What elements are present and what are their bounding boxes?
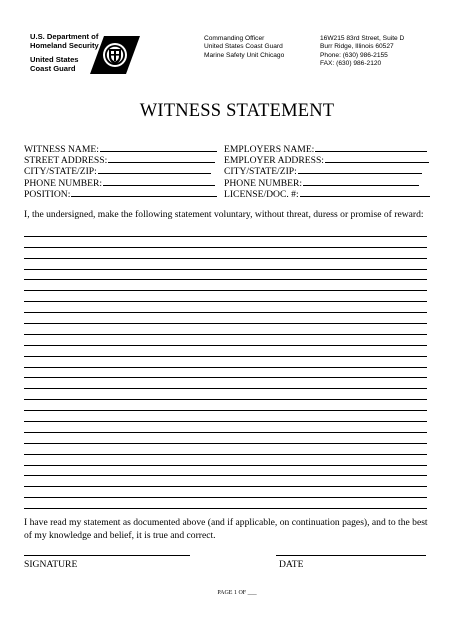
employers-name-input[interactable] xyxy=(315,143,427,152)
signature-line[interactable] xyxy=(24,555,190,556)
address-line: Phone: (630) 986-2155 xyxy=(320,51,388,59)
writing-line[interactable] xyxy=(24,357,427,368)
writing-line[interactable] xyxy=(24,487,427,498)
field-label: PHONE NUMBER: xyxy=(224,177,303,189)
writing-line[interactable] xyxy=(24,291,427,302)
position-input[interactable] xyxy=(71,188,217,197)
employer-fields xyxy=(224,143,430,199)
office-line: Marine Safety Unit Chicago xyxy=(204,51,285,59)
agency-line: United States xyxy=(30,55,79,64)
writing-line[interactable] xyxy=(24,466,427,477)
statement-writing-area[interactable] xyxy=(24,226,427,509)
writing-line[interactable] xyxy=(24,302,427,313)
employer-phone-number-input[interactable] xyxy=(303,177,419,186)
employer-city-state-zip-field[interactable] xyxy=(224,165,430,176)
field-label: EMPLOYER ADDRESS: xyxy=(224,155,324,167)
writing-line[interactable] xyxy=(24,378,427,389)
street-address-field[interactable] xyxy=(24,154,217,165)
writing-line[interactable] xyxy=(24,411,427,422)
writing-line[interactable] xyxy=(24,248,427,259)
writing-line[interactable] xyxy=(24,280,427,291)
address-line: FAX: (630) 986-2120 xyxy=(320,60,382,68)
agency-line: U.S. Department of xyxy=(30,32,99,41)
license-doc-input[interactable] xyxy=(300,188,430,197)
signature-label: SIGNATURE xyxy=(24,559,78,570)
field-label: EMPLOYERS NAME: xyxy=(224,144,315,155)
address-line: 16W215 83rd Street, Suite D xyxy=(320,35,405,42)
agency-line: Homeland Security xyxy=(30,41,99,50)
writing-line[interactable] xyxy=(24,335,427,346)
page-title: WITNESS STATEMENT xyxy=(139,101,335,121)
employers-name-field[interactable] xyxy=(224,143,430,154)
statement-intro: I, the undersigned, make the following statement voluntary, without threat, duress or promise of reward: xyxy=(24,209,424,220)
field-label: LICENSE/DOC. #: xyxy=(224,188,299,200)
employer-phone-number-field[interactable] xyxy=(224,177,430,188)
agency-line: Coast Guard xyxy=(30,64,76,73)
field-label: WITNESS NAME: xyxy=(24,144,99,155)
witness-name-input[interactable] xyxy=(100,143,217,152)
page-number: PAGE 1 OF ___ xyxy=(217,590,257,596)
field-label: POSITION: xyxy=(24,188,71,200)
writing-line[interactable] xyxy=(24,433,427,444)
field-label: CITY/STATE/ZIP: xyxy=(24,166,97,178)
writing-line[interactable] xyxy=(24,389,427,400)
address-line: Burr Ridge, Illinois 60527 xyxy=(320,43,394,51)
office-line: United States Coast Guard xyxy=(204,43,283,51)
witness-name-field[interactable] xyxy=(24,143,217,154)
closing-statement: I have read my statement as documented above (and if applicable, on continuation pages), and to the best of my knowledge and belief, it is true and correct. xyxy=(24,517,428,541)
field-label: CITY/STATE/ZIP: xyxy=(224,166,297,178)
phone-number-field[interactable] xyxy=(24,177,217,188)
office-block xyxy=(204,35,284,60)
writing-line[interactable] xyxy=(24,400,427,411)
writing-line[interactable] xyxy=(24,270,427,281)
license-doc-field[interactable] xyxy=(224,188,430,199)
date-label: DATE xyxy=(279,559,304,570)
writing-line[interactable] xyxy=(24,259,427,270)
employer-address-field[interactable] xyxy=(224,154,430,165)
date-line[interactable] xyxy=(276,555,426,556)
employer-city-state-zip-input[interactable] xyxy=(298,165,422,174)
city-state-zip-field[interactable] xyxy=(24,165,217,176)
employer-address-input[interactable] xyxy=(325,154,429,163)
writing-line[interactable] xyxy=(24,455,427,466)
writing-line[interactable] xyxy=(24,476,427,487)
writing-line[interactable] xyxy=(24,444,427,455)
writing-line[interactable] xyxy=(24,226,427,237)
writing-line[interactable] xyxy=(24,498,427,509)
writing-line[interactable] xyxy=(24,313,427,324)
city-state-zip-input[interactable] xyxy=(98,165,211,174)
position-field[interactable] xyxy=(24,188,217,199)
field-label: STREET ADDRESS: xyxy=(24,155,108,167)
writing-line[interactable] xyxy=(24,237,427,248)
witness-fields xyxy=(24,143,217,199)
field-label: PHONE NUMBER: xyxy=(24,177,103,189)
uscg-shield-logo-icon xyxy=(90,36,140,74)
writing-line[interactable] xyxy=(24,368,427,379)
street-address-input[interactable] xyxy=(108,154,215,163)
phone-number-input[interactable] xyxy=(103,177,215,186)
address-block xyxy=(320,35,404,69)
writing-line[interactable] xyxy=(24,422,427,433)
writing-line[interactable] xyxy=(24,346,427,357)
office-line: Commanding Officer xyxy=(204,35,265,42)
writing-line[interactable] xyxy=(24,324,427,335)
